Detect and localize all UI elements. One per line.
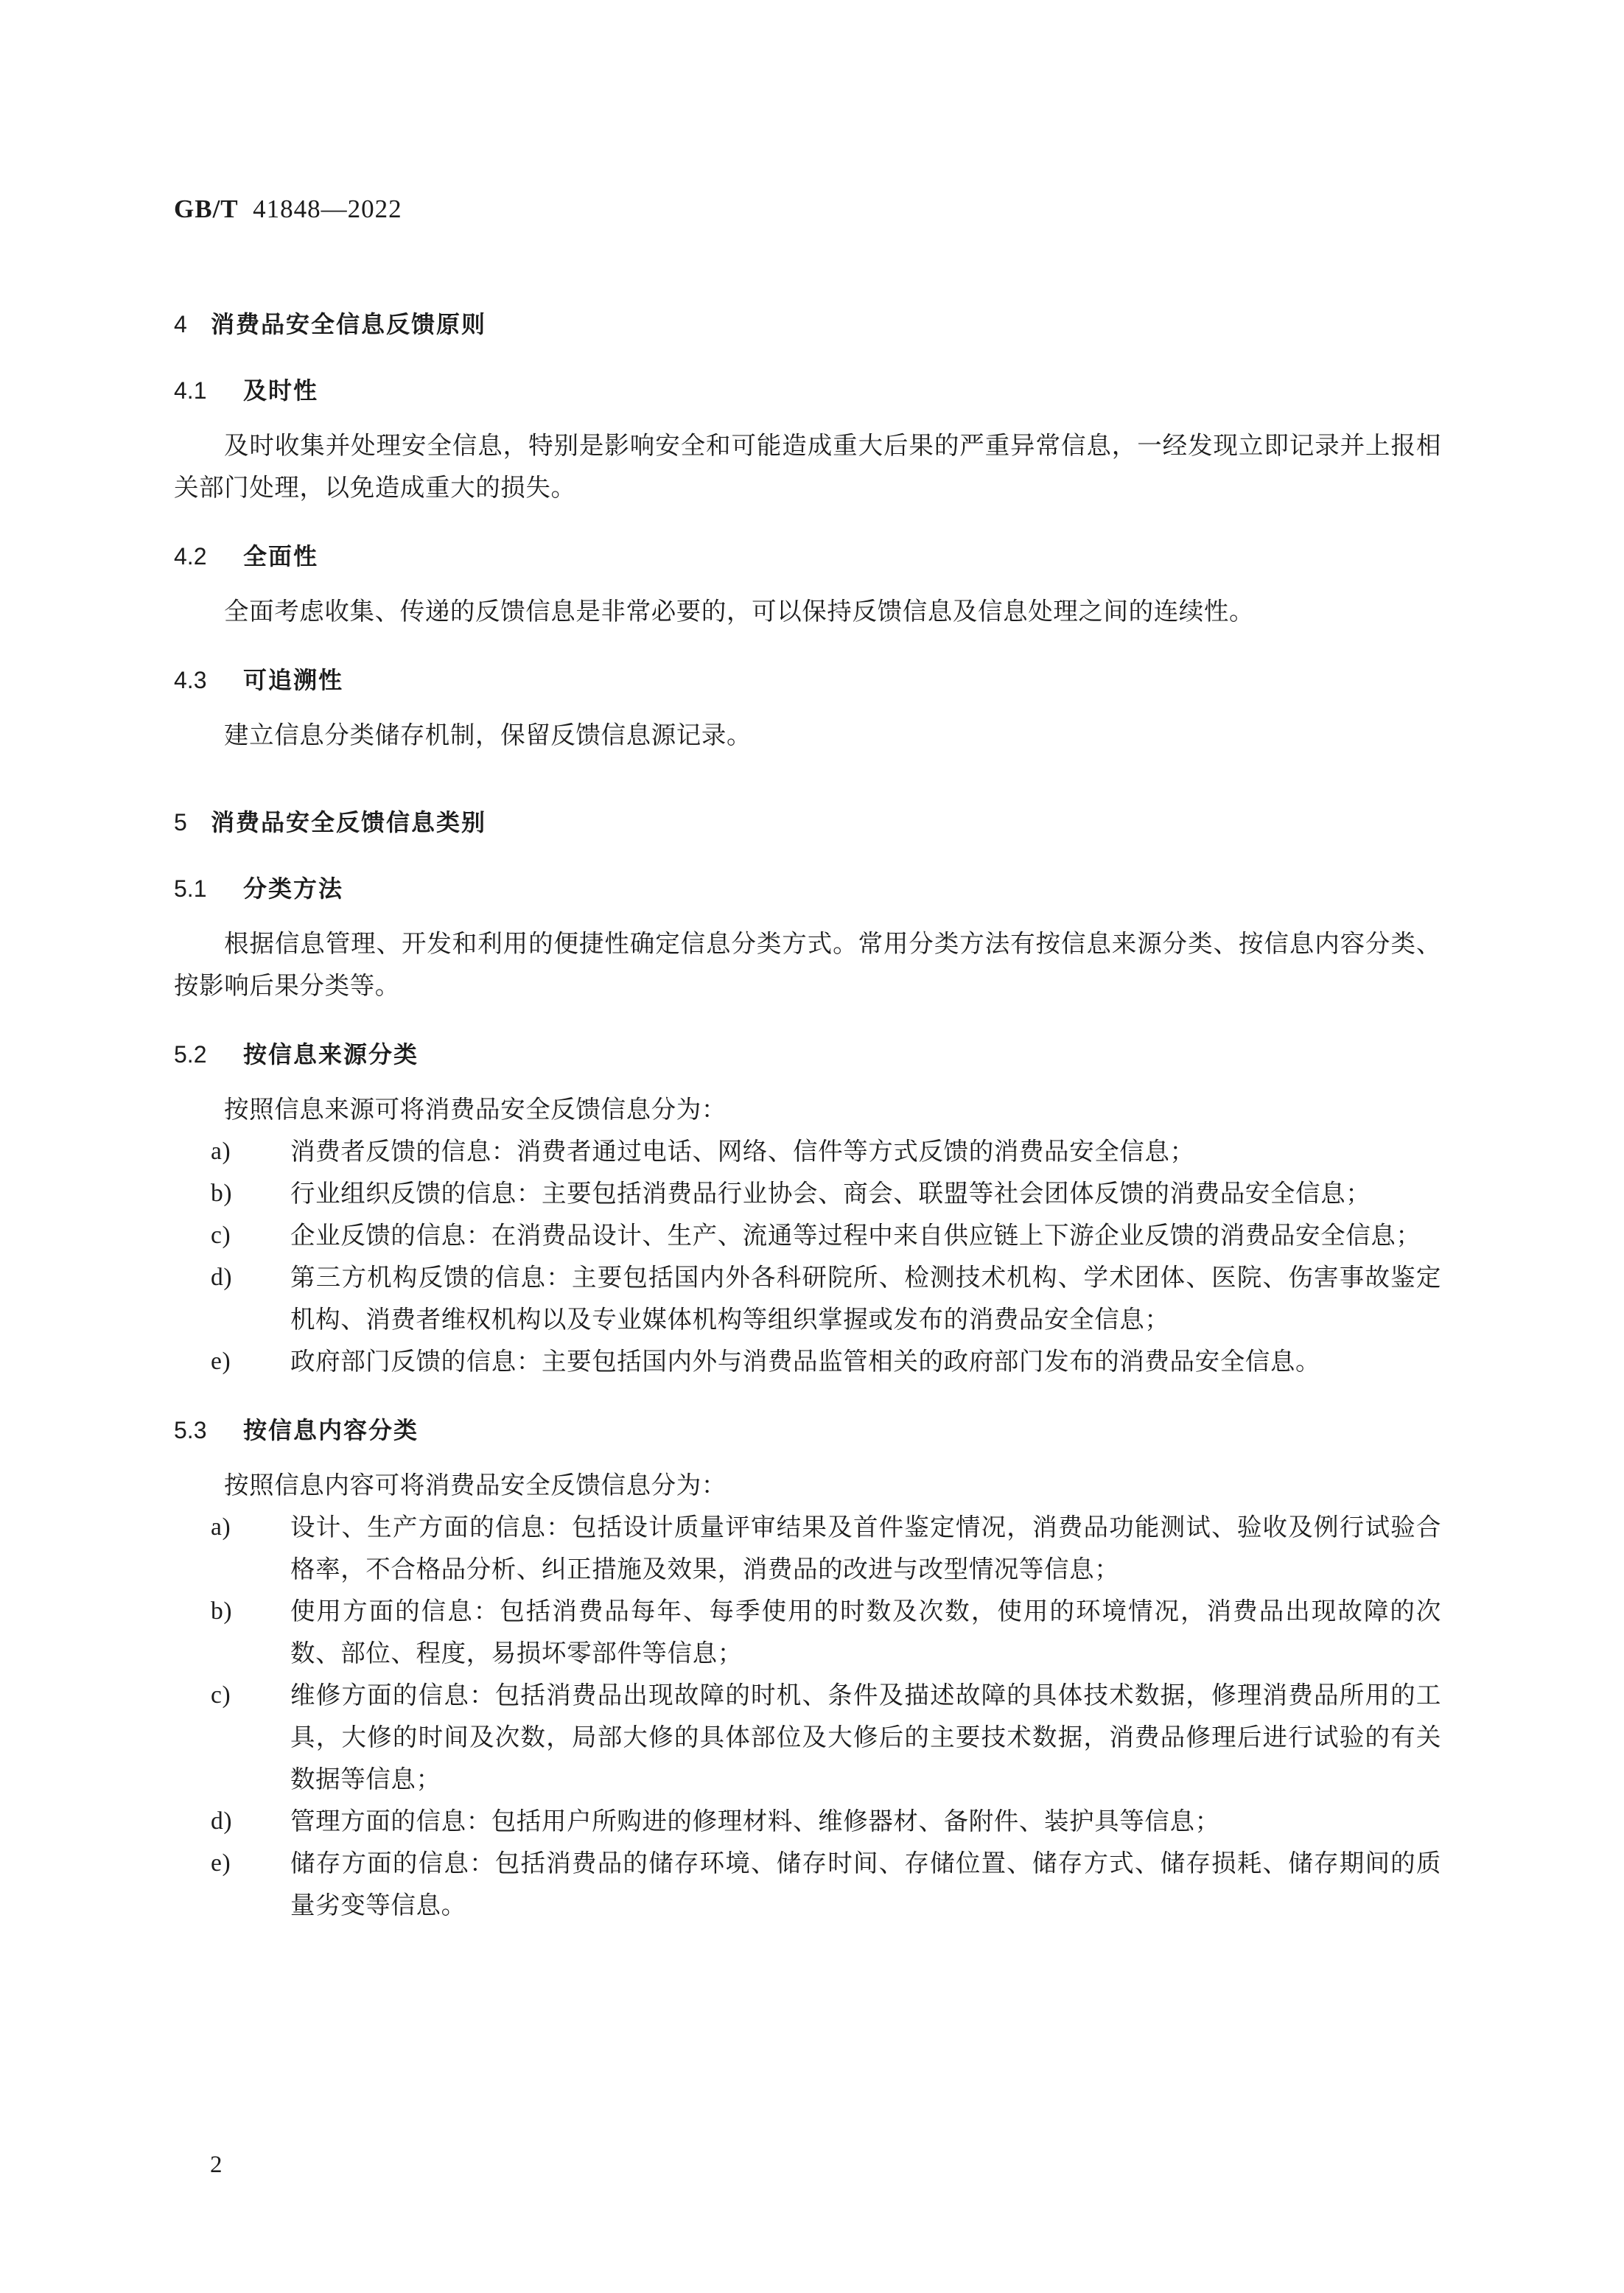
clause-title: 按信息来源分类 — [243, 1040, 419, 1068]
list-marker: d) — [211, 1807, 233, 1835]
list-item — [174, 1340, 1441, 1382]
standard-code — [174, 193, 402, 225]
clause-number: 5.1 — [174, 875, 207, 902]
list-item — [174, 1130, 1441, 1172]
list-item-text: 政府部门反馈的信息：主要包括国内外与消费品监管相关的政府部门发布的消费品安全信息。 — [290, 1347, 1321, 1376]
clause-title: 可追溯性 — [243, 666, 344, 694]
clause-number: 5.2 — [174, 1041, 207, 1068]
list-marker: c) — [211, 1681, 231, 1709]
list-item-text: 第三方机构反馈的信息：主要包括国内外各科研院所、检测技术机构、学术团体、医院、伤害事故鉴定机构、消费者维权机构以及专业媒体机构等组织掌握或发布的消费品安全信息； — [290, 1263, 1441, 1334]
list-intro: 按照信息来源可将消费品安全反馈信息分为： — [224, 1095, 727, 1124]
list-item-text: 设计、生产方面的信息：包括设计质量评审结果及首件鉴定情况，消费品功能测试、验收及例行试验合格率，不合格品分析、纠正措施及效果，消费品的改进与改型情况等信息； — [290, 1513, 1441, 1583]
chapter-title: 消费品安全信息反馈原则 — [211, 310, 487, 338]
list-marker: e) — [211, 1348, 231, 1375]
list-item-text: 企业反馈的信息：在消费品设计、生产、流通等过程中来自供应链上下游企业反馈的消费品安全信息； — [290, 1221, 1421, 1250]
list-marker: c) — [211, 1222, 231, 1249]
list-item — [174, 1674, 1441, 1800]
list-item-text: 使用方面的信息：包括消费品每年、每季使用的时数及次数，使用的环境情况，消费品出现故障的次数、部位、程度，易损坏零部件等信息； — [290, 1597, 1441, 1667]
list-item-text: 维修方面的信息：包括消费品出现故障的时机、条件及描述故障的具体技术数据，修理消费品所用的工具，大修的时间及次数，局部大修的具体部位及大修后的主要技术数据，消费品修理后进行试验的有关数据等信息； — [290, 1681, 1441, 1793]
list-marker: b) — [211, 1597, 233, 1625]
clause-paragraph: 及时收集并处理安全信息，特别是影响安全和可能造成重大后果的严重异常信息，一经发现立即记录并上报相关部门处理，以免造成重大的损失。 — [174, 431, 1441, 502]
content-category-list — [174, 1506, 1441, 1926]
clause-title: 及时性 — [243, 377, 319, 405]
clause-number: 4.2 — [174, 543, 207, 570]
list-item-text: 消费者反馈的信息：消费者通过电话、网络、信件等方式反馈的消费品安全信息； — [290, 1137, 1195, 1166]
list-item — [174, 1590, 1441, 1674]
clause-heading — [174, 872, 1441, 905]
list-marker: a) — [211, 1513, 231, 1541]
clause-paragraph: 根据信息管理、开发和利用的便捷性确定信息分类方式。常用分类方法有按信息来源分类、按信息内容分类、按影响后果分类等。 — [174, 929, 1441, 1000]
clause-number: 4.1 — [174, 377, 207, 404]
chapter-number: 4 — [174, 311, 187, 337]
list-marker: e) — [211, 1849, 231, 1877]
list-marker: d) — [211, 1264, 233, 1291]
chapter-heading — [174, 806, 1441, 839]
list-item — [174, 1800, 1441, 1842]
standard-prefix: GB/T — [174, 195, 239, 223]
source-category-list — [174, 1130, 1441, 1382]
clause-paragraph: 全面考虑收集、传递的反馈信息是非常必要的，可以保持反馈信息及信息处理之间的连续性。 — [224, 597, 1255, 626]
document-body — [174, 308, 1441, 1926]
list-item — [174, 1214, 1441, 1256]
page-number: 2 — [210, 2152, 223, 2178]
clause-number: 5.3 — [174, 1417, 207, 1443]
chapter-number: 5 — [174, 809, 187, 836]
standard-number: 41848—2022 — [253, 195, 402, 223]
clause-heading — [174, 1414, 1441, 1446]
clause-title: 按信息内容分类 — [243, 1416, 419, 1444]
list-marker: b) — [211, 1180, 233, 1207]
clause-heading — [174, 1038, 1441, 1071]
list-item-text: 行业组织反馈的信息：主要包括消费品行业协会、商会、联盟等社会团体反馈的消费品安全信息； — [290, 1179, 1371, 1208]
list-item — [174, 1172, 1441, 1214]
list-marker: a) — [211, 1138, 231, 1165]
clause-heading — [174, 374, 1441, 407]
clause-heading — [174, 540, 1441, 573]
chapter-heading — [174, 308, 1441, 340]
list-item — [174, 1506, 1441, 1590]
list-intro: 按照信息内容可将消费品安全反馈信息分为： — [224, 1471, 727, 1499]
clause-title: 全面性 — [243, 542, 319, 570]
clause-number: 4.3 — [174, 667, 207, 693]
list-item-text: 储存方面的信息：包括消费品的储存环境、储存时间、存储位置、储存方式、储存损耗、储存期间的质量劣变等信息。 — [290, 1849, 1441, 1919]
clause-paragraph: 建立信息分类储存机制，保留反馈信息源记录。 — [224, 721, 752, 749]
list-item — [174, 1842, 1441, 1926]
list-item-text: 管理方面的信息：包括用户所购进的修理材料、维修器材、备附件、装护具等信息； — [290, 1807, 1220, 1835]
clause-title: 分类方法 — [243, 875, 344, 903]
list-item — [174, 1256, 1441, 1340]
chapter-title: 消费品安全反馈信息类别 — [211, 808, 487, 836]
clause-heading — [174, 664, 1441, 696]
